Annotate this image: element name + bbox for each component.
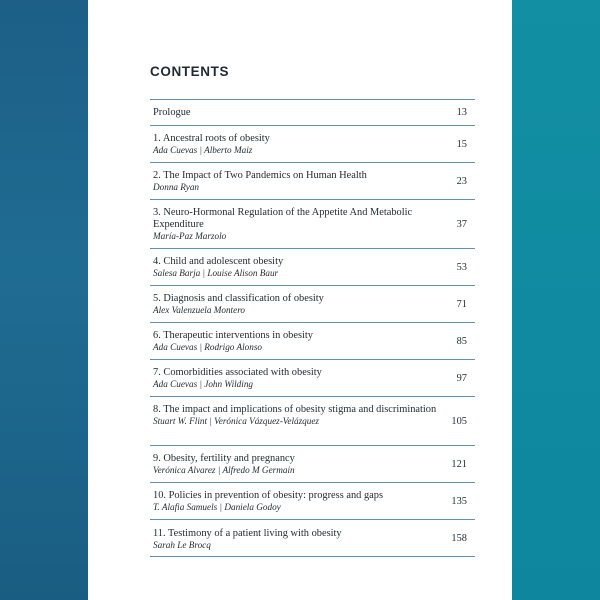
toc-entry-authors: Donna Ryan bbox=[153, 182, 200, 192]
contents-page bbox=[88, 0, 512, 600]
toc-entry-page-number: 23 bbox=[456, 176, 467, 187]
toc-entry[interactable] bbox=[150, 248, 475, 285]
toc-entry-title: 7. Comorbidities associated with obesity bbox=[153, 367, 322, 378]
toc-entry-title: 6. Therapeutic interventions in obesity bbox=[153, 330, 313, 341]
toc-entry[interactable] bbox=[150, 482, 475, 519]
toc-entry-title: 8. The impact and implications of obesity stigma and discrimination bbox=[153, 404, 437, 415]
toc-entry-text bbox=[153, 330, 437, 353]
toc-entry[interactable] bbox=[150, 519, 475, 557]
toc-entry[interactable] bbox=[150, 445, 475, 482]
toc-entry-text bbox=[153, 367, 437, 390]
toc-entry-authors: Ada Cuevas | John Wilding bbox=[153, 379, 254, 389]
toc-entry-text bbox=[153, 107, 437, 119]
toc-entry-authors: Alex Valenzuela Montero bbox=[153, 305, 246, 315]
toc-entry-title: 10. Policies in prevention of obesity: progress and gaps bbox=[153, 490, 383, 501]
toc-entry-authors: Salesa Barja | Louise Alison Baur bbox=[153, 268, 279, 278]
right-color-band bbox=[512, 0, 600, 600]
toc-entry-title: 4. Child and adolescent obesity bbox=[153, 256, 284, 267]
toc-entry-title: 3. Neuro-Hormonal Regulation of the Appetite And Metabolic Expenditure bbox=[153, 207, 413, 230]
toc-entry-page-number: 105 bbox=[451, 416, 467, 427]
toc-entry-title: 9. Obesity, fertility and pregnancy bbox=[153, 453, 295, 464]
toc-entry-text bbox=[153, 490, 437, 513]
toc-entry-authors: Sarah Le Brocq bbox=[153, 540, 211, 550]
page-title: CONTENTS bbox=[150, 64, 230, 79]
toc-entry-page-number: 135 bbox=[451, 496, 467, 507]
toc-entry-page-number: 53 bbox=[456, 262, 467, 273]
toc-entry-page-number: 85 bbox=[456, 336, 467, 347]
toc-entry-title: 1. Ancestral roots of obesity bbox=[153, 133, 270, 144]
toc-entry-page-number: 15 bbox=[456, 139, 467, 150]
toc-entry-text bbox=[153, 256, 437, 279]
toc-entry-text bbox=[153, 528, 437, 551]
toc-entry-title: 2. The Impact of Two Pandemics on Human Health bbox=[153, 170, 367, 181]
toc-entry[interactable] bbox=[150, 359, 475, 396]
toc-entry[interactable] bbox=[150, 99, 475, 125]
toc-entry[interactable] bbox=[150, 322, 475, 359]
toc-entry[interactable] bbox=[150, 125, 475, 162]
toc-entry-title: 11. Testimony of a patient living with obesity bbox=[153, 528, 342, 539]
toc-entry-page-number: 71 bbox=[456, 299, 467, 310]
toc-entry-page-number: 97 bbox=[456, 373, 467, 384]
left-color-band bbox=[0, 0, 88, 600]
toc-entry[interactable] bbox=[150, 285, 475, 322]
toc-entry-text bbox=[153, 207, 437, 242]
toc-entry-text bbox=[153, 293, 437, 316]
toc-entry-title: 5. Diagnosis and classification of obesity bbox=[153, 293, 324, 304]
toc-entry-authors: Stuart W. Flint | Verónica Vázquez-Velázquez bbox=[153, 416, 320, 426]
toc-entry-page-number: 13 bbox=[456, 107, 467, 118]
toc-entry-text bbox=[153, 133, 437, 156]
toc-entry-page-number: 37 bbox=[456, 219, 467, 230]
toc-entry[interactable] bbox=[150, 199, 475, 248]
toc-entry-authors: María-Paz Marzolo bbox=[153, 231, 227, 241]
toc-entry-text bbox=[153, 170, 437, 193]
toc-entry-authors: T. Alafia Samuels | Daniela Godoy bbox=[153, 502, 281, 512]
toc-entry-title: Prologue bbox=[153, 107, 191, 118]
toc-entry[interactable] bbox=[150, 162, 475, 199]
toc-entry-authors: Ada Cuevas | Rodrigo Alonso bbox=[153, 342, 263, 352]
toc-entry-text bbox=[153, 453, 437, 476]
toc-entry-page-number: 158 bbox=[451, 533, 467, 544]
toc-entry-authors: Verónica Alvarez | Alfredo M Germain bbox=[153, 465, 295, 475]
toc-entry[interactable] bbox=[150, 396, 475, 445]
table-of-contents bbox=[150, 99, 475, 557]
toc-entry-text bbox=[153, 404, 437, 427]
toc-entry-page-number: 121 bbox=[451, 459, 467, 470]
toc-entry-authors: Ada Cuevas | Alberto Maiz bbox=[153, 145, 253, 155]
